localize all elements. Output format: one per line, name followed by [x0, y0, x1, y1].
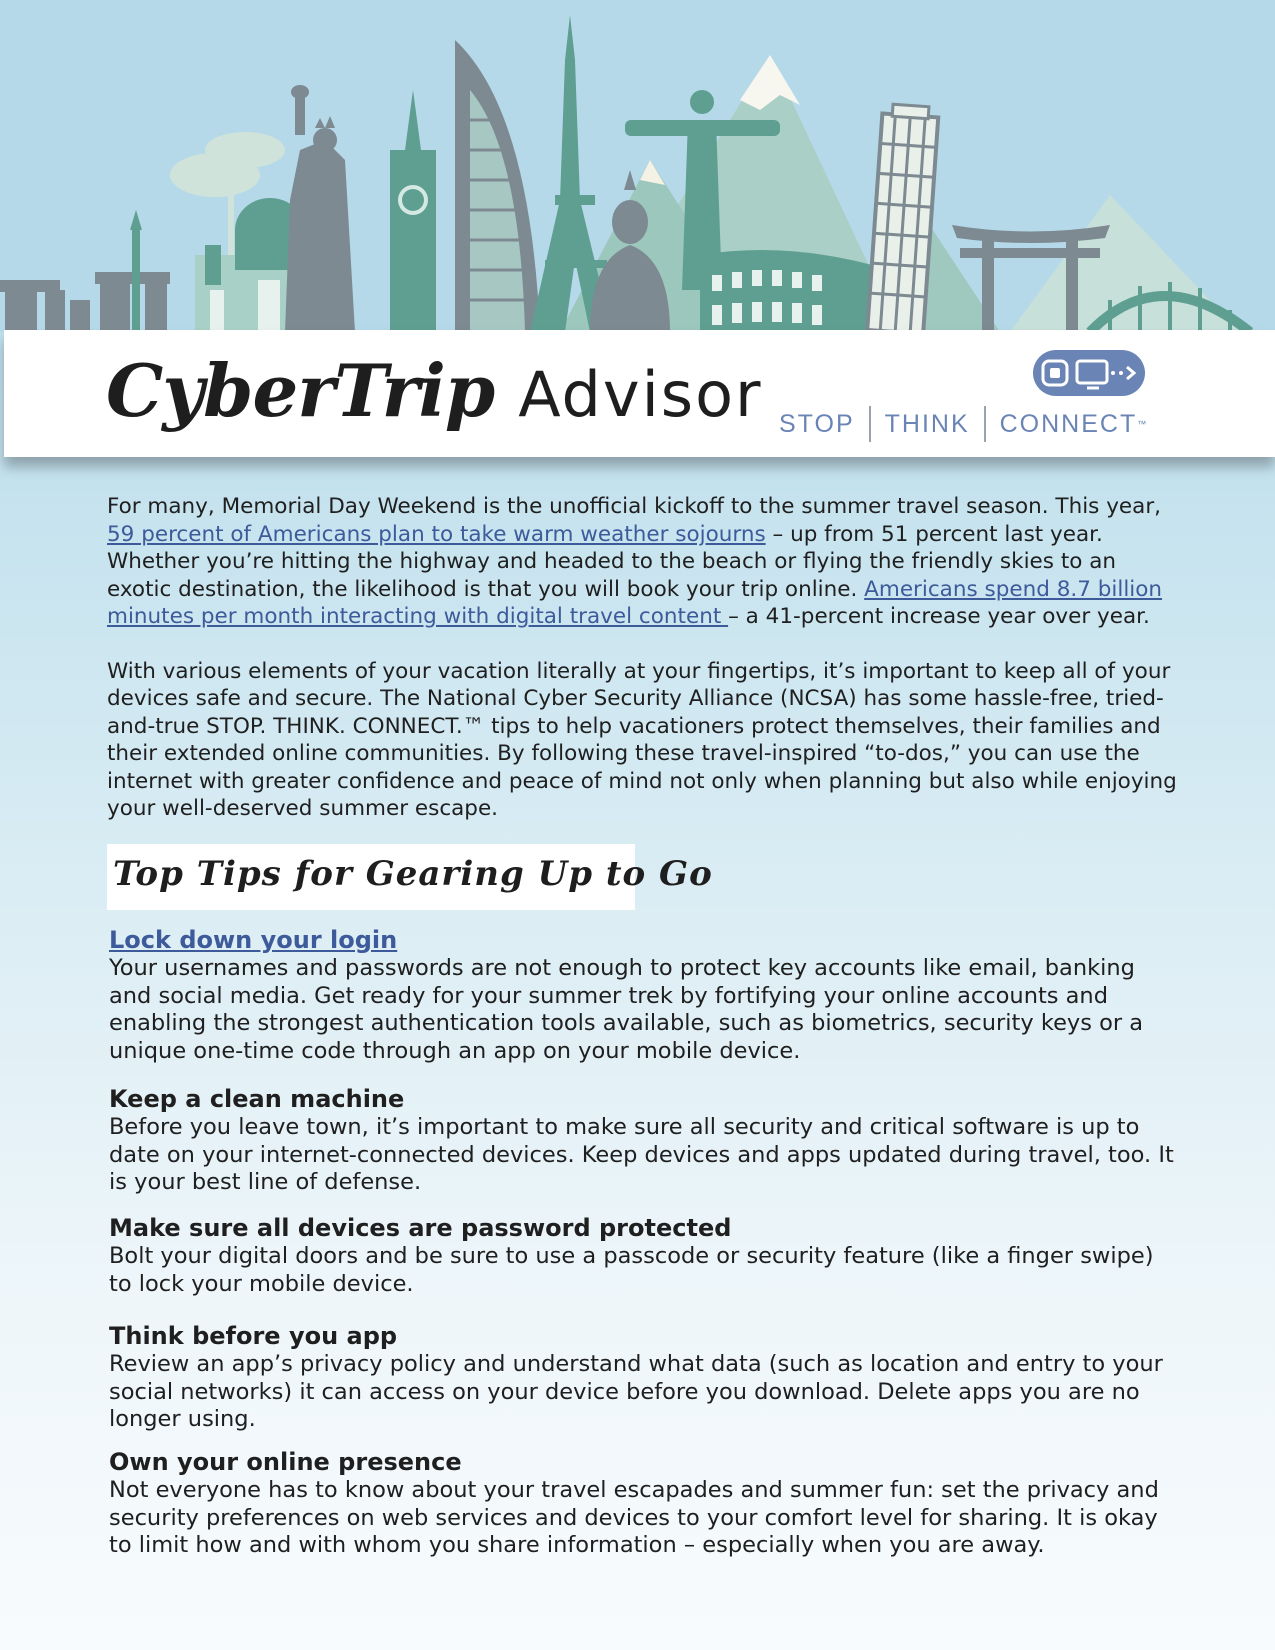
- tip-heading: Think before you app: [109, 1322, 398, 1350]
- tip-body: Not everyone has to know about your travel escapades and summer fun: set the privacy and security preferences on web services and devices to your comfort level for sharing. It is okay to limit how and with whom you share information – especially when you are away.: [109, 1477, 1159, 1558]
- tip-body: Bolt your digital doors and be sure to use a passcode or security feature (like a finger swipe) to lock your mobile device.: [109, 1243, 1154, 1297]
- intro-section: [107, 493, 1177, 850]
- trademark-symbol: ™: [1137, 419, 1147, 429]
- tagline-think: THINK: [884, 409, 970, 438]
- tip-heading-link[interactable]: Lock down your login: [109, 926, 398, 954]
- stop-think-connect-branding: [779, 330, 1179, 457]
- intro-paragraph: [107, 493, 1177, 631]
- tip-item: [109, 925, 1179, 1065]
- hero-skyline-illustration: [0, 0, 1275, 332]
- tips-heading-box: [107, 844, 713, 910]
- tip-item: [109, 1447, 1179, 1560]
- tip-item: [109, 1084, 1179, 1197]
- tagline-divider: [984, 406, 986, 442]
- tagline-divider: [869, 406, 871, 442]
- tip-heading: Own your online presence: [109, 1448, 462, 1476]
- tip-body: Your usernames and passwords are not enough to protect key accounts like email, banking and social media. Get ready for your summer trek by fortifying your online accounts and enabling the strongest authentication tools available, such as biometrics, security keys or a unique one-time code through an app on your mobile device.: [109, 955, 1144, 1064]
- tip-body: Before you leave town, it’s important to make sure all security and critical software is up to date on your internet-connected devices. Keep devices and apps updated during travel, too. It is your best line of defense.: [109, 1114, 1174, 1195]
- intro-paragraph: With various elements of your vacation literally at your fingertips, it’s important to keep all of your devices safe and secure. The National Cyber Security Alliance (NCSA) has some hassle-free, tried-and-true STOP. THINK. CONNECT.™ tips to help vacationers protect themselves, their families and their extended online communities. By following these travel-inspired “to-dos,” you can use the internet with greater confidence and peace of mind not only when planning but also while enjoying your well-deserved summer escape.: [107, 658, 1177, 821]
- intro-text: – a 41-percent increase year over year.: [728, 604, 1150, 629]
- sojourns-stat-link[interactable]: 59 percent of Americans plan to take warm weather sojourns: [107, 521, 766, 547]
- intro-text: For many, Memorial Day Weekend is the unofficial kickoff to the summer travel season. This year,: [107, 494, 1162, 519]
- brand-plain-word: Advisor: [518, 358, 763, 431]
- brand-title: [106, 348, 763, 448]
- stop-think-connect-tagline: [779, 406, 1146, 442]
- tip-body: Review an app’s privacy policy and understand what data (such as location and entry to your social networks) it can access on your device before you download. Delete apps you are no longer using.: [109, 1351, 1163, 1432]
- tip-heading: Make sure all devices are password protected: [109, 1214, 732, 1242]
- tip-heading: Keep a clean machine: [109, 1085, 405, 1113]
- title-band: [4, 330, 1275, 457]
- tip-item: [109, 1213, 1179, 1298]
- stop-think-connect-logo-icon: [1033, 350, 1145, 400]
- intro-text: – up from 51 percent last year. Whether you’re hitting the highway and headed to the beach or flying the friendly skies to an exotic destination, the likelihood is that you will book your trip online.: [107, 521, 1117, 602]
- travel-content-stat-link[interactable]: Americans spend 8.7 billion minutes per month interacting with digital travel content: [107, 576, 1163, 629]
- tagline-connect: CONNECT: [999, 409, 1138, 438]
- tip-item: [109, 1321, 1179, 1434]
- tagline-stop: STOP: [779, 409, 855, 438]
- tips-heading: Top Tips for Gearing Up to Go: [113, 854, 713, 894]
- brand-script-word: CyberTrip: [106, 348, 495, 433]
